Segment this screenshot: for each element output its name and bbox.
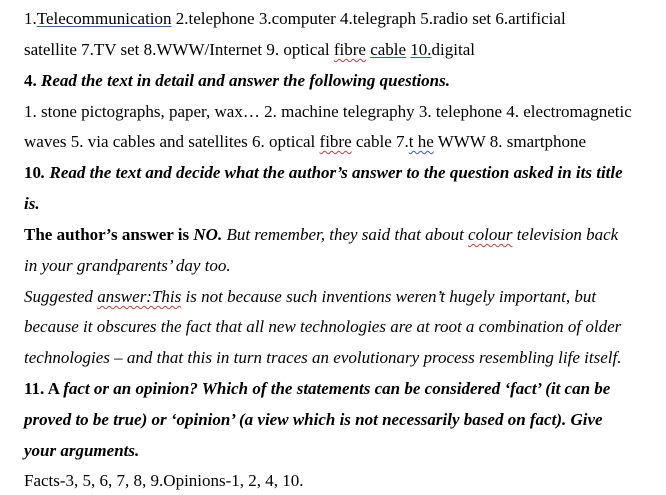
answer-lead: The author’s answer is bbox=[24, 225, 194, 244]
text: waves 5. via cables and satellites 6. optical bbox=[24, 132, 320, 151]
task-11-answer: Facts-3, 5, 6, 7, 8, 9.Opinions-1, 2, 4, 10. bbox=[24, 471, 304, 490]
task-4-answer-line-2 bbox=[24, 131, 662, 153]
task-instruction: Read the text in detail and answer the following questions. bbox=[41, 71, 450, 90]
text: 2.telephone 3.computer 4.telegraph 5.radio set 6.artificial bbox=[171, 9, 566, 28]
task-number: 10 bbox=[24, 163, 41, 182]
task-instruction: . Read the text and decide what the author’s answer to the question asked in its title bbox=[41, 163, 623, 182]
text: television back bbox=[512, 225, 619, 244]
suggested-answer-line-1 bbox=[24, 286, 662, 308]
task-instruction: ? Which of the statements can be considered ‘fact’ (it can be bbox=[189, 379, 611, 398]
text: 1. bbox=[24, 9, 37, 28]
task-4-heading bbox=[24, 70, 662, 92]
task-number: 4. bbox=[24, 71, 41, 90]
task-instruction: fact or an opinion bbox=[63, 379, 190, 398]
answer-list-line-1 bbox=[24, 8, 662, 30]
text: Suggested bbox=[24, 287, 98, 306]
task-11-heading-line-1 bbox=[24, 378, 662, 400]
grammar-check-word: t he bbox=[408, 132, 434, 151]
task-4-answer-line-1: 1. stone pictographs, paper, wax… 2. machine telegraphy 3. telephone 4. electromagnetic bbox=[24, 102, 632, 121]
spellcheck-word: colour bbox=[468, 225, 513, 244]
spellcheck-word: fibre bbox=[333, 40, 366, 59]
suggested-answer-line-3: technologies – and that this in turn traces an evolutionary process resembling life itself. bbox=[24, 348, 622, 367]
text: satellite 7.TV set 8.WWW/Internet 9. optical bbox=[24, 40, 334, 59]
task-10-answer-line-2: in your grandparents’ day too. bbox=[24, 256, 231, 275]
task-number: 11. A bbox=[24, 379, 64, 398]
task-11-heading-line-3: your arguments. bbox=[24, 441, 140, 460]
text: digital bbox=[431, 40, 475, 59]
suggested-answer-line-2: because it obscures the fact that all new technologies are at root a combination of older bbox=[24, 317, 622, 336]
text: But remember, they said that about bbox=[222, 225, 469, 244]
text: WWW 8. smartphone bbox=[433, 132, 587, 151]
spellcheck-word: fibre bbox=[319, 132, 352, 151]
underlined-word: cable bbox=[370, 40, 407, 59]
spellcheck-word: answer:This bbox=[97, 287, 182, 306]
task-11-heading-line-2: proved to be true) or ‘opinion’ (a view which is not necessarily based on fact). Give bbox=[24, 410, 603, 429]
task-10-heading-line-1 bbox=[24, 162, 662, 184]
task-10-answer-line-1 bbox=[24, 224, 662, 246]
task-10-heading-line-2: is. bbox=[24, 194, 40, 213]
text: cable 7. bbox=[351, 132, 409, 151]
text: is not because such inventions weren’t hugely important, but bbox=[181, 287, 597, 306]
underlined-word: 10. bbox=[410, 40, 432, 59]
answer-list-line-2 bbox=[24, 39, 662, 61]
answer-value: NO. bbox=[193, 225, 223, 244]
underlined-word: Telecommunication bbox=[36, 9, 172, 28]
